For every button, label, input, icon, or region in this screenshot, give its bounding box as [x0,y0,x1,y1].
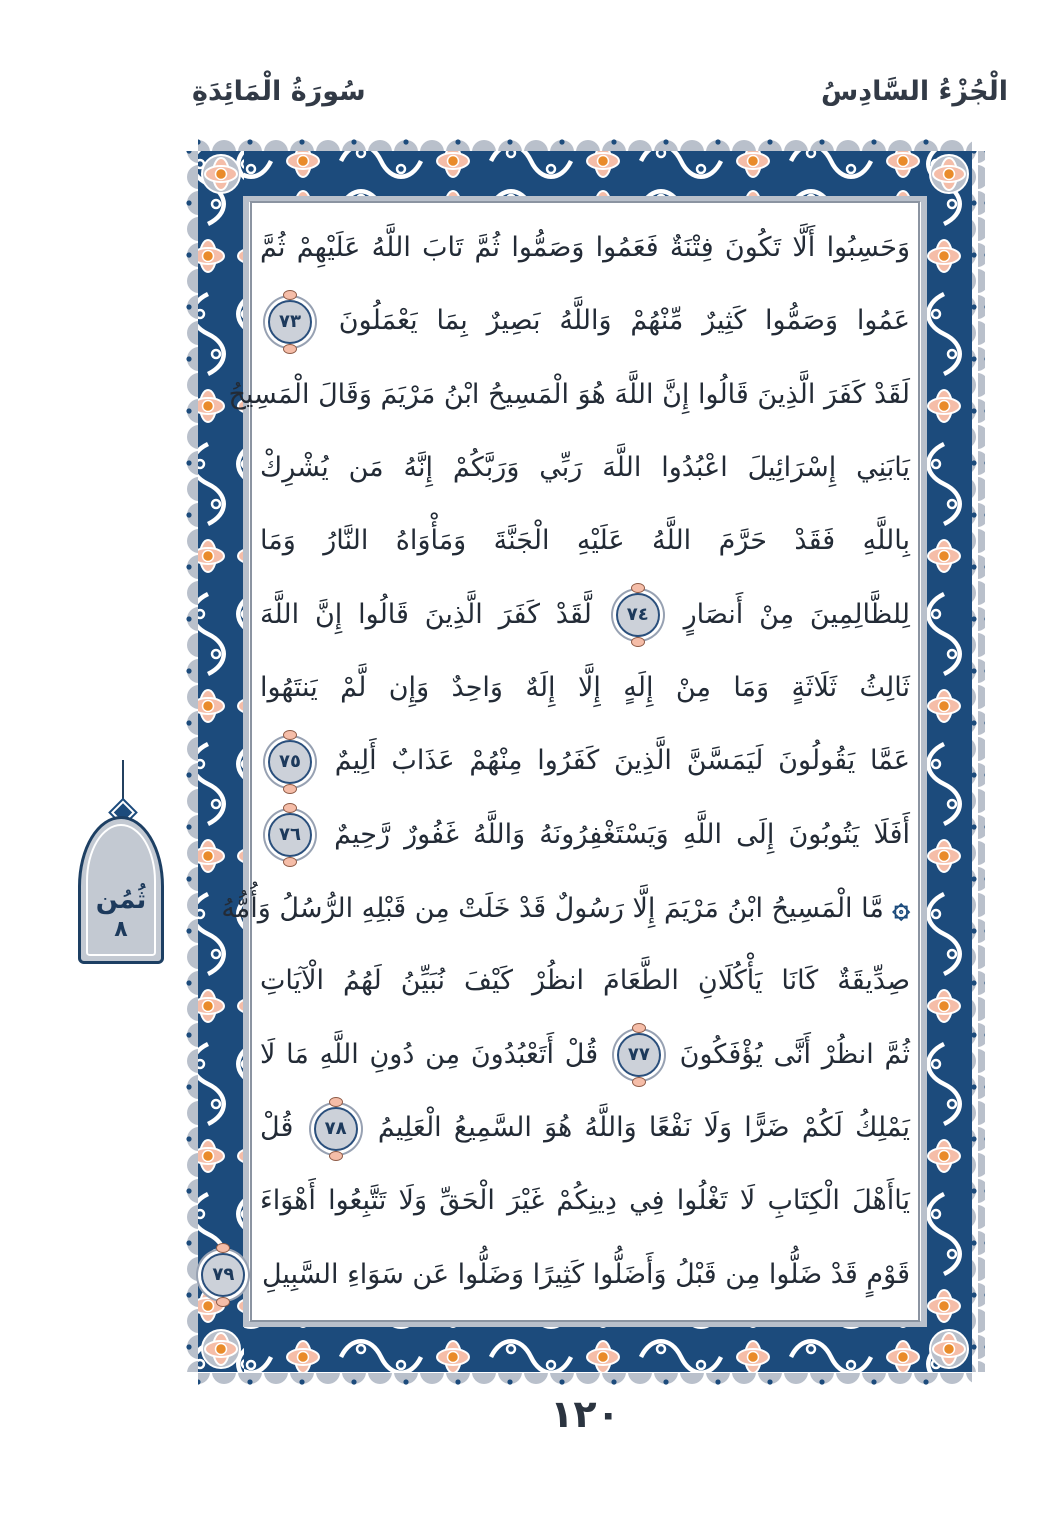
thumn-margin-badge [76,760,170,970]
quran-text-block [212,207,911,1320]
text-panel [212,201,920,1322]
quran-line-8 [260,726,910,796]
quran-line-3 [228,360,910,430]
quran-line-10 [221,873,910,943]
quran-line-12 [260,1020,910,1090]
aya-text: قُلْ أَتَعْبُدُونَ مِن دُونِ اللَّهِ مَا لَا [260,1038,599,1070]
quran-line-13 [260,1093,910,1163]
thumn-label: ثُمُن [95,885,147,915]
quran-line-1 [260,213,910,283]
aya-text: وَحَسِبُوا أَلَّا تَكُونَ فِتْنَةٌ فَعَمُوا وَصَمُّوا ثُمَّ تَابَ اللَّهُ عَلَيْهِمْ ثُمَّ [260,232,910,263]
quran-line-7 [260,653,910,723]
quran-line-2 [260,286,910,356]
aya-text: ثَالِثُ ثَلَاثَةٍ وَمَا مِنْ إِلَهٍ إِلَّا إِلَهٌ وَاحِدٌ وَإِن لَّمْ يَنتَهُوا [260,672,910,704]
aya-end-marker: ٧٣ [268,300,312,344]
aya-text: مَّا الْمَسِيحُ ابْنُ مَرْيَمَ إِلَّا رَسُولٌ قَدْ خَلَتْ مِن قَبْلِهِ الرُّسُلُ وَأُمُّهُ [221,893,884,925]
aya-text: ثُمَّ انظُرْ أَنَّى يُؤْفَكُونَ [679,1038,910,1070]
thumn-number: ٨ [114,917,128,942]
quran-line-4 [260,433,910,503]
aya-end-marker: ٧٧ [617,1033,661,1077]
aya-end-marker: ٧٦ [268,813,312,857]
quran-line-14 [260,1166,910,1236]
page-number: ١٢٠ [550,1392,620,1436]
aya-text: لِلظَّالِمِينَ مِنْ أَنصَارٍ [683,598,911,630]
quran-line-11 [260,946,910,1016]
aya-text: يَمْلِكُ لَكُمْ ضَرًّا وَلَا نَفْعًا وَاللَّهُ هُوَ السَّمِيعُ الْعَلِيمُ [377,1112,910,1144]
quran-line-6 [260,580,910,650]
aya-text: قَوْمٍ قَدْ ضَلُّوا مِن قَبْلُ وَأَضَلُّوا كَثِيرًا وَضَلُّوا عَن سَوَاءِ السَّبِيلِ [261,1258,910,1290]
aya-end-marker: ٧٤ [616,593,660,637]
aya-text: عَمُوا وَصَمُّوا كَثِيرٌ مِّنْهُمْ وَاللَّهُ بَصِيرٌ بِمَا يَعْمَلُونَ [338,305,910,337]
rub-el-hizb-icon: ۞ [892,890,910,926]
aya-text: صِدِّيقَةٌ كَانَا يَأْكُلَانِ الطَّعَامَ انظُرْ كَيْفَ نُبَيِّنُ لَهُمُ الْآيَاتِ [260,965,910,997]
aya-text: أَفَلَا يَتُوبُونَ إِلَى اللَّهِ وَيَسْتَغْفِرُونَهُ وَاللَّهُ غَفُورٌ رَّحِيمٌ [334,818,911,850]
aya-end-marker: ٧٥ [268,740,312,784]
quran-line-15 [212,1240,910,1310]
quran-line-5 [260,506,910,576]
aya-text: يَاأَهْلَ الْكِتَابِ لَا تَغْلُوا فِي دِينِكُمْ غَيْرَ الْحَقِّ وَلَا تَتَّبِعُوا أَهْوَاءَ [260,1185,910,1217]
aya-end-marker: ٧٩ [201,1253,245,1297]
badge-dome [78,816,164,964]
aya-text: عَمَّا يَقُولُونَ لَيَمَسَّنَّ الَّذِينَ كَفَرُوا مِنْهُمْ عَذَابٌ أَلِيمٌ [334,745,910,777]
aya-text: لَّقَدْ كَفَرَ الَّذِينَ قَالُوا إِنَّ اللَّهَ [260,598,592,630]
surah-title: سُورَةُ الْمَائِدَةِ [192,76,366,107]
juz-title: الْجُزْءُ السَّادِسُ [821,76,1008,107]
aya-text: بِاللَّهِ فَقَدْ حَرَّمَ اللَّهُ عَلَيْهِ الْجَنَّةَ وَمَأْوَاهُ النَّارُ وَمَا [260,525,910,557]
ornamental-frame [185,138,985,1385]
quran-line-9 [260,800,910,870]
aya-text: لَقَدْ كَفَرَ الَّذِينَ قَالُوا إِنَّ اللَّهَ هُوَ الْمَسِيحُ ابْنُ مَرْيَمَ وَقَالَ الْمَسِيحُ [228,378,910,410]
aya-text: يَابَنِي إِسْرَائِيلَ اعْبُدُوا اللَّهَ رَبِّي وَرَبَّكُمْ إِنَّهُ مَن يُشْرِكْ [260,452,910,484]
aya-end-marker: ٧٨ [314,1107,358,1151]
aya-text: قُلْ [260,1112,294,1144]
badge-stem [122,760,124,806]
